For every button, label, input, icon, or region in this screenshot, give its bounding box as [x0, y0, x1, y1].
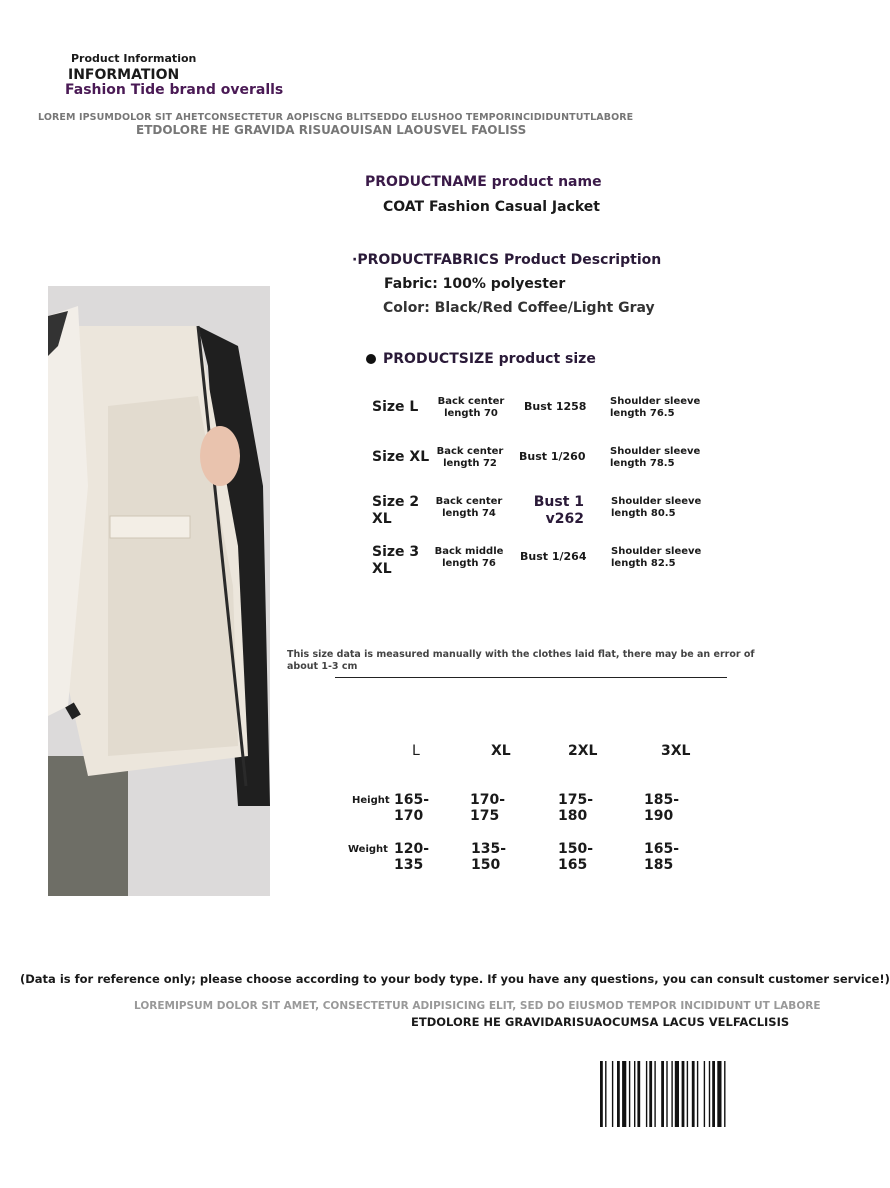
back-length-b: length 74	[442, 508, 496, 519]
shoulder-a: Shoulder sleeve	[610, 396, 701, 407]
height-value: 170-175	[470, 792, 506, 824]
barcode-bar	[617, 1061, 620, 1127]
barcode-graphic	[600, 1061, 760, 1127]
barcode-bar	[671, 1061, 672, 1127]
barcode-bar	[724, 1061, 725, 1127]
fit-header-2xl: 2XL	[568, 743, 598, 759]
weight-value: 135-150	[471, 841, 507, 873]
barcode-bar	[661, 1061, 664, 1127]
fit-header-l: L	[412, 743, 420, 759]
barcode-bar	[687, 1061, 688, 1127]
size-label	[372, 494, 419, 528]
back-length-a: Back center	[436, 446, 504, 457]
back-length-b: length 72	[443, 458, 497, 469]
product-fabrics-label: ·PRODUCTFABRICS Product Description	[352, 252, 662, 268]
disclaimer: (Data is for reference only; please choose according to your body type. If you have any questions, you can consult customer service!)	[20, 972, 890, 986]
lorem-line-1: LOREM IPSUMDOLOR SIT AHETCONSECTETUR AOPISCNG BLITSEDDO ELUSHOO TEMPORINCIDIDUNTUTLABORE	[38, 112, 634, 123]
shoulder-sleeve	[610, 446, 700, 470]
fit-header-xl: XL	[491, 743, 511, 759]
back-length-b: length 76	[442, 558, 496, 569]
barcode-bar	[682, 1061, 685, 1127]
size-text: Size 3	[372, 544, 420, 560]
barcode-bar	[709, 1061, 710, 1127]
information-title: INFORMATION	[68, 67, 180, 83]
back-length	[433, 496, 505, 520]
barcode-bar	[666, 1061, 667, 1127]
shoulder-b: length 82.5	[611, 558, 676, 569]
size-text-2: XL	[372, 561, 392, 577]
size-label	[372, 399, 418, 416]
shoulder-b: length 78.5	[610, 458, 675, 469]
brand-line: Fashion Tide brand overalls	[65, 82, 284, 98]
height-value: 185-190	[644, 792, 680, 824]
footer-lorem-2: ETDOLORE HE GRAVIDARISUAOCUMSA LACUS VELFACLISIS	[411, 1015, 790, 1029]
barcode-bar	[634, 1061, 635, 1127]
shoulder-a: Shoulder sleeve	[610, 446, 701, 457]
size-spec-table	[0, 0, 790, 600]
barcode-bar	[622, 1061, 626, 1127]
shoulder-a: Shoulder sleeve	[611, 546, 702, 557]
barcode-bar	[717, 1061, 721, 1127]
barcode-bar	[697, 1061, 698, 1127]
back-length	[434, 446, 506, 470]
height-value: 165-170	[394, 792, 430, 824]
size-label	[372, 544, 419, 578]
barcode-bar	[600, 1061, 603, 1127]
size-label	[372, 449, 429, 466]
measurement-note: This size data is measured manually with the clothes laid flat, there may be an error of about 1-3 cm	[287, 649, 755, 672]
barcode-bar	[646, 1061, 647, 1127]
shoulder-sleeve	[611, 546, 701, 570]
bust-value: Bust 1/260	[519, 450, 586, 463]
weight-value: 150-165	[558, 841, 594, 873]
fabric-value: Fabric: 100% polyester	[384, 276, 566, 292]
barcode-bar	[692, 1061, 695, 1127]
shoulder-b: length 76.5	[610, 408, 675, 419]
barcode-bar	[605, 1061, 606, 1127]
size-text-2: XL	[372, 511, 392, 527]
back-length	[436, 396, 506, 420]
footer-lorem-1: LOREMIPSUM DOLOR SIT AMET, CONSECTETUR ADIPISICING ELIT, SED DO EIUSMOD TEMPOR INCIDIDUNT UT LABORE	[134, 1000, 821, 1012]
weight-label: Weight	[348, 844, 388, 855]
height-label: Height	[352, 795, 390, 806]
height-value: 175-180	[558, 792, 594, 824]
size-text: Size 2	[372, 494, 420, 510]
product-size-label: PRODUCTSIZE product size	[383, 351, 596, 367]
barcode-bar	[649, 1061, 652, 1127]
shoulder-a: Shoulder sleeve	[611, 496, 702, 507]
color-value: Color: Black/Red Coffee/Light Gray	[383, 300, 655, 316]
bust-value: Bust 1/264	[520, 550, 587, 563]
barcode-bar	[637, 1061, 640, 1127]
bust-value: Bust 1258	[524, 400, 587, 413]
bust-value	[532, 494, 584, 528]
barcode-bar	[704, 1061, 705, 1127]
barcode-bar	[629, 1061, 630, 1127]
product-information-heading: Product Information	[71, 52, 197, 65]
product-name-value: COAT Fashion Casual Jacket	[383, 199, 600, 215]
fit-header-3xl: 3XL	[661, 743, 691, 759]
shoulder-sleeve	[610, 396, 700, 420]
back-length-a: Back center	[437, 396, 505, 407]
bust-b: v262	[545, 511, 584, 527]
divider	[335, 677, 727, 678]
lorem-line-2: ETDOLORE HE GRAVIDA RISUAOUISAN LAOUSVEL FAOLISS	[136, 123, 527, 137]
size-text: Size XL	[372, 449, 430, 465]
weight-value: 165-185	[644, 841, 680, 873]
back-length-a: Back center	[435, 496, 503, 507]
product-name-label: PRODUCTNAME product name	[365, 174, 602, 190]
barcode-bar	[712, 1061, 715, 1127]
back-length	[434, 546, 504, 570]
shoulder-b: length 80.5	[611, 508, 676, 519]
barcode-bar	[654, 1061, 655, 1127]
barcode-icon	[600, 1061, 760, 1127]
barcode-bar	[612, 1061, 613, 1127]
back-length-a: Back middle	[434, 546, 504, 557]
shoulder-sleeve	[611, 496, 701, 520]
size-text: Size L	[372, 399, 419, 415]
weight-value: 120-135	[394, 841, 430, 873]
back-length-b: length 70	[444, 408, 498, 419]
bust-a: Bust 1	[533, 494, 584, 510]
barcode-bar	[675, 1061, 679, 1127]
